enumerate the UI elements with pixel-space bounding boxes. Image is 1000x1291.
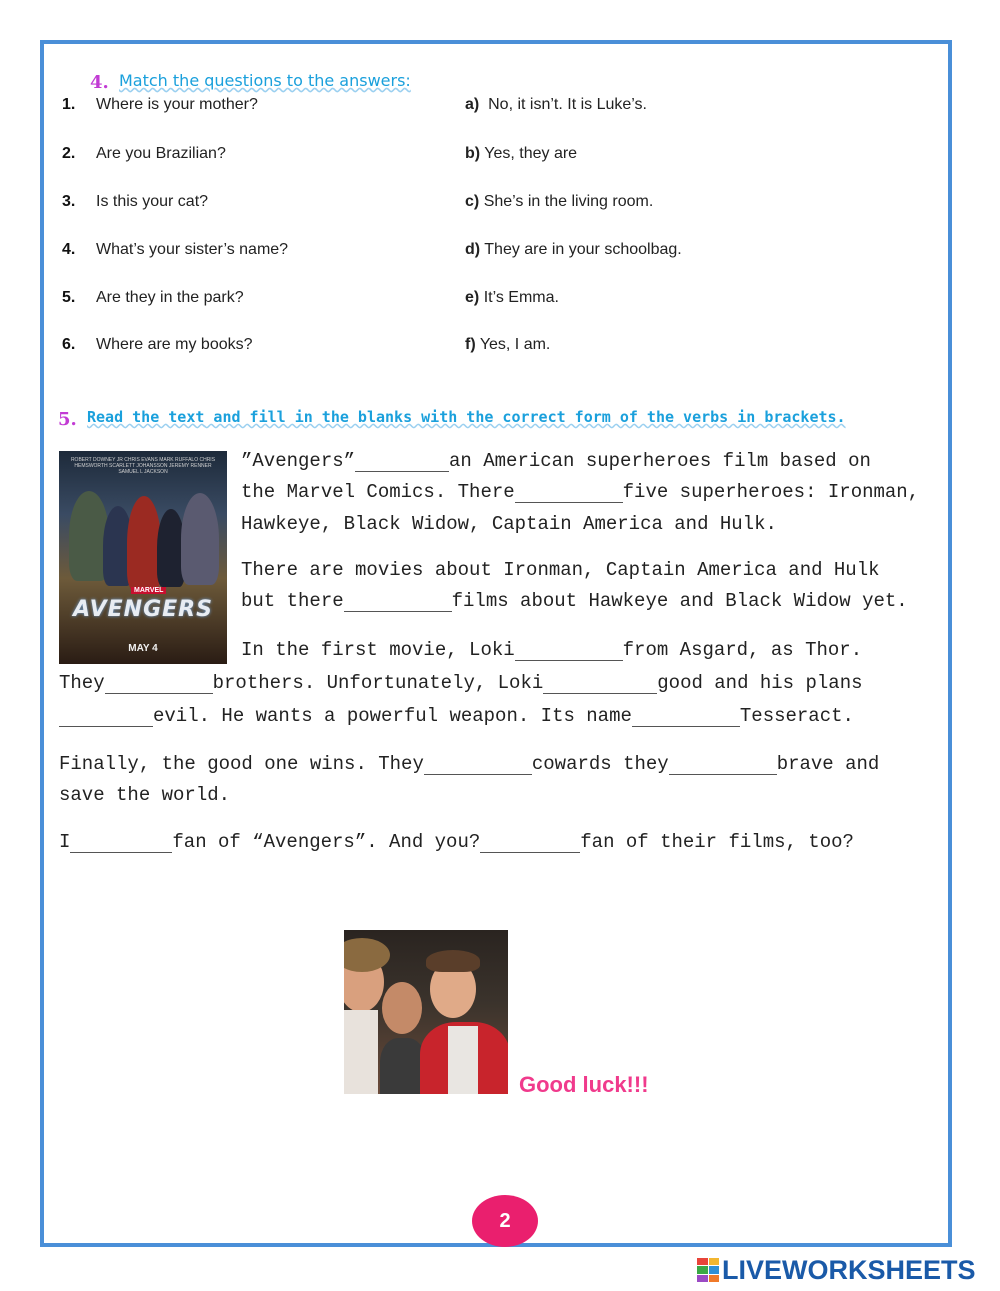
answer-letter: e) [465, 289, 480, 306]
text-segment: In the first movie, Loki [241, 639, 515, 661]
question-text: Is this your cat? [96, 193, 209, 210]
answer-option-b[interactable] [465, 145, 577, 163]
text-line-6 [241, 639, 862, 661]
text-segment: Tesseract. [739, 705, 854, 727]
exercise-5-number: 5. [58, 409, 77, 430]
page-number-badge [472, 1195, 538, 1247]
answer-letter: a) [465, 96, 480, 113]
text-segment: films about Hawkeye and Black Widow yet. [451, 590, 908, 612]
good-luck-text: Good luck!!! [519, 1072, 649, 1097]
text-segment: the Marvel Comics. There [241, 481, 515, 503]
answer-letter: d) [465, 241, 481, 258]
page-number: 2 [499, 1209, 511, 1232]
question-number: 2. [62, 145, 76, 162]
text-line-4: There are movies about Ironman, Captain America and Hulk [241, 559, 880, 581]
answer-option-e[interactable] [465, 289, 559, 307]
text-segment: brothers. Unfortunately, Loki [212, 672, 544, 694]
text-segment: five superheroes: Ironman, [622, 481, 920, 503]
question-number: 1. [62, 96, 76, 113]
poster-ironman-figure [127, 496, 161, 591]
text-line-10: save the world. [59, 784, 231, 806]
photo-white-shirt-left [344, 1010, 378, 1094]
text-line-2 [241, 481, 919, 503]
text-segment: evil. He wants a powerful weapon. Its name [153, 705, 632, 727]
blank-input[interactable] [543, 675, 657, 694]
answer-option-f[interactable] [465, 336, 550, 354]
answer-text: Yes, I am. [479, 336, 551, 353]
text-segment: I [59, 831, 71, 853]
exercise-4-title: Match the questions to the answers: [119, 71, 411, 90]
question-number: 6. [62, 336, 76, 353]
blank-input[interactable] [632, 708, 740, 727]
exercise-5-title-part2: and fill in the blanks with the correct form of the verbs in brackets. [204, 408, 846, 426]
text-segment: Finally, the good one wins. They [59, 753, 424, 775]
blank-input[interactable] [669, 756, 777, 775]
poster-title: AVENGERS [73, 597, 213, 622]
question-number: 3. [62, 193, 76, 210]
photo-white-shirt [448, 1026, 478, 1094]
blank-input[interactable] [70, 834, 172, 853]
text-line-9 [59, 753, 879, 775]
answer-option-c[interactable] [465, 193, 653, 211]
text-segment: They [59, 672, 105, 694]
liveworksheets-icon [697, 1258, 719, 1282]
question-text: Are they in the park? [96, 289, 244, 306]
text-line-11 [59, 831, 854, 853]
photo-hair-left [344, 938, 390, 972]
text-segment: cowards they [531, 753, 669, 775]
question-text: What’s your sister’s name? [96, 241, 289, 258]
question-number: 4. [62, 241, 76, 258]
photo-face-middle [382, 982, 422, 1034]
answer-text: Yes, they are [484, 145, 578, 162]
answer-text: They are in your schoolbag. [484, 241, 682, 258]
text-segment: ”Avengers” [241, 450, 356, 472]
answer-option-d[interactable] [465, 241, 682, 259]
answer-letter: c) [465, 193, 480, 210]
answer-letter: b) [465, 145, 481, 162]
answer-text: No, it isn’t. It is Luke’s. [488, 96, 647, 113]
text-segment: but there [241, 590, 344, 612]
blank-input[interactable] [59, 708, 153, 727]
poster-credits: ROBERT DOWNEY JR CHRIS EVANS MARK RUFFALO CHRIS HEMSWORTH SCARLETT JOHANSSON JEREMY RENNER SAMUEL L JACKSON [70, 457, 216, 475]
text-segment: fan of “Avengers”. And you? [172, 831, 481, 853]
question-text: Where is your mother? [96, 96, 258, 113]
exercise-5-title [87, 408, 846, 426]
question-number: 5. [62, 289, 76, 306]
exercise-5-title-part1: Read the text [87, 408, 205, 426]
text-segment: from Asgard, as Thor. [622, 639, 863, 661]
actors-photo-image [344, 930, 508, 1094]
text-segment: fan of their films, too? [580, 831, 854, 853]
text-line-7 [59, 672, 863, 694]
answer-option-a[interactable] [465, 96, 647, 114]
avengers-poster-image [59, 451, 227, 664]
photo-hair-right [426, 950, 480, 972]
text-segment: an American superheroes film based on [449, 450, 871, 472]
blank-input[interactable] [355, 453, 449, 472]
question-text: Where are my books? [96, 336, 253, 353]
answer-letter: f) [465, 336, 476, 353]
poster-marvel-logo: MARVEL [131, 587, 166, 594]
liveworksheets-logo [697, 1255, 976, 1285]
blank-input[interactable] [515, 484, 623, 503]
text-line-3: Hawkeye, Black Widow, Captain America and Hulk. [241, 513, 777, 535]
blank-input[interactable] [105, 675, 213, 694]
liveworksheets-wordmark: LIVEWORKSHEETS [722, 1254, 976, 1285]
text-line-5 [241, 590, 908, 612]
poster-thor-figure [181, 493, 219, 585]
question-text: Are you Brazilian? [96, 145, 226, 162]
text-segment: brave and [776, 753, 880, 775]
answer-text: It’s Emma. [483, 289, 559, 306]
poster-date: MAY 4 [128, 643, 158, 654]
text-segment: good and his plans [657, 672, 863, 694]
text-line-1 [241, 450, 871, 472]
blank-input[interactable] [344, 593, 452, 612]
blank-input[interactable] [480, 834, 580, 853]
blank-input[interactable] [515, 642, 623, 661]
blank-input[interactable] [424, 756, 532, 775]
answer-text: She’s in the living room. [483, 193, 654, 210]
exercise-4-number: 4. [90, 72, 109, 93]
text-line-8 [59, 705, 854, 727]
